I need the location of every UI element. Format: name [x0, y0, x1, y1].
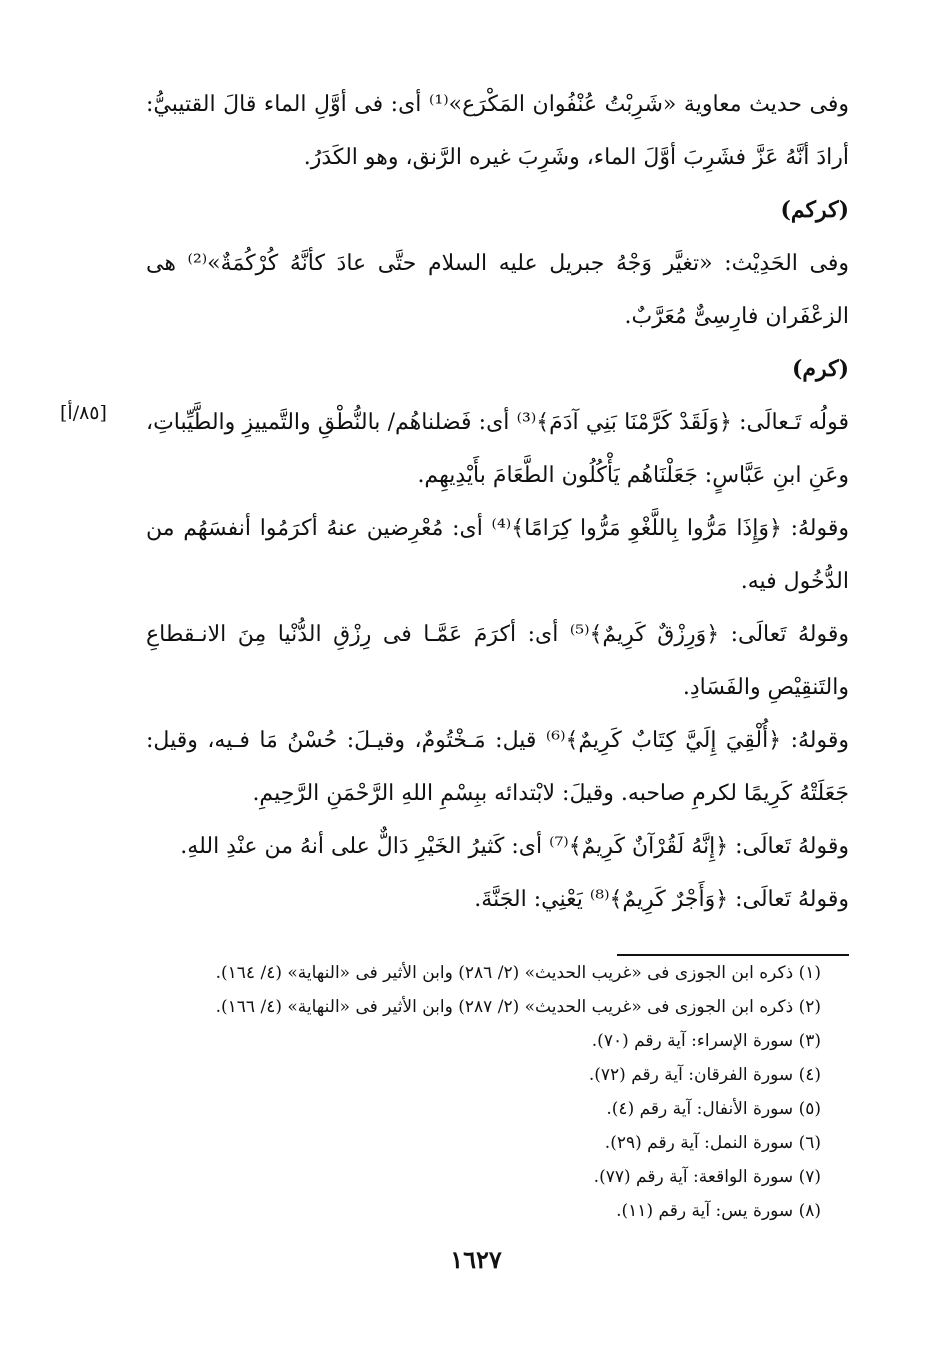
footnote-item: (٨) سورة يس: آية رقم (١١).	[616, 1201, 821, 1221]
footnote-item: (١) ذكره ابن الجوزى فى «غريب الحديث» (٢/ ٢٨٦) وابن الأثير فى «النهاية» (٤/ ١٦٤).	[215, 963, 821, 983]
paragraph-quran-karim: وقولهُ تَعالَى: ﴿إِنَّهُ لَقُرْآنٌ كَرِيمٌ﴾⁽⁷⁾ أى: كَثيرُ الخَيْرِ دَالٌّ على أنهُ من عنْدِ اللهِ.	[180, 834, 849, 859]
paragraph-karramna: قولُه تَـعالَى: ﴿وَلَقَدْ كَرَّمْنَا بَنِي آدَمَ﴾⁽³⁾ أى: فَضلناهُم/ بالنُّطْقِ والتَّمييزِ والطَّيِّباتِ، وعَنِ ابنِ عَبَّاسٍ: جَعَلْنَاهُم يَأْكُلُون الطَّعَامَ بأَيْدِيهِم.	[146, 410, 849, 488]
entry-heading-karkam: (كركم)	[780, 197, 849, 223]
footnote-item: (٧) سورة الواقعة: آية رقم (٧٧).	[593, 1167, 821, 1187]
footnote-item: (٢) ذكره ابن الجوزى فى «غريب الحديث» (٢/ ٢٨٧) وابن الأثير فى «النهاية» (٤/ ١٦٦).	[215, 997, 821, 1017]
paragraph-ajr-karim: وقولهُ تَعالَى: ﴿وَأَجْرٌ كَرِيمٌ﴾⁽⁸⁾ يَعْنِي: الجَنَّةَ.	[474, 887, 849, 912]
paragraph-kitab-karim: وقولهُ: ﴿أُلْقِيَ إِلَيَّ كِتَابٌ كَرِيمٌ﴾⁽⁶⁾ قيل: مَـخْتُومٌ، وقيـلَ: حُسْنُ مَا فـيه، وقيل: جَعَلَتْهُ كَرِيمًا لكرمِ صاحبه. وقيلَ: لابْتدائه ببِسْمِ اللهِ الرَّحْمَنِ الرَّحِيمِ.	[146, 728, 849, 806]
footnote-item: (٥) سورة الأنفال: آية رقم (٤).	[606, 1099, 821, 1119]
entry-heading-karam: (كرم)	[791, 356, 849, 382]
paragraph-rizq-karim: وقولهُ تَعالَى: ﴿وَرِزْقٌ كَرِيمٌ﴾⁽⁵⁾ أى: أكرَمَ عَمَّـا فى رِزْقِ الدُّنْيا مِنَ الانـقطاعِ والتَنقِيْصِ والفَسَادِ.	[146, 622, 849, 700]
footnote-item: (٤) سورة الفرقان: آية رقم (٧٢).	[588, 1065, 821, 1085]
page-number: ١٦٢٧	[450, 1245, 502, 1274]
paragraph-jibril-hadith: وفى الحَدِيْث: «تغيَّر وَجْهُ جبريل عليه السلام حتَّى عادَ كأنَّهُ كُرْكُمَةٌ»⁽²⁾ هى الزعْفَران فارِسِىٌّ مُعَرَّبٌ.	[146, 251, 849, 329]
margin-folio-note: [٨٥/أ]	[60, 402, 107, 424]
footnotes	[120, 956, 821, 1228]
paragraph-kiraman: وقولهُ: ﴿وَإِذَا مَرُّوا بِاللَّغْوِ مَرُّوا كِرَامًا﴾⁽⁴⁾ أى: مُعْرِضين عنهُ أكرَمُوا أنفسَهُم من الدُّخُول فيه.	[146, 516, 849, 594]
footnote-item: (٦) سورة النمل: آية رقم (٢٩).	[604, 1133, 821, 1153]
footnote-item: (٣) سورة الإسراء: آية رقم (٧٠).	[591, 1031, 821, 1051]
paragraph-muawiya-hadith: وفى حديث معاوية «شَرِبْتُ عُنْفُوان المَكْرَع»⁽¹⁾ أى: فى أوَّلِ الماء قالَ القتيبيُّ: أرادَ أنَّهُ عَزَّ فشَرِبَ أوَّلَ الماء، وشَرِبَ غيره الرَّنق، وهو الكَدَرُ.	[146, 92, 850, 170]
main-text	[146, 78, 849, 926]
